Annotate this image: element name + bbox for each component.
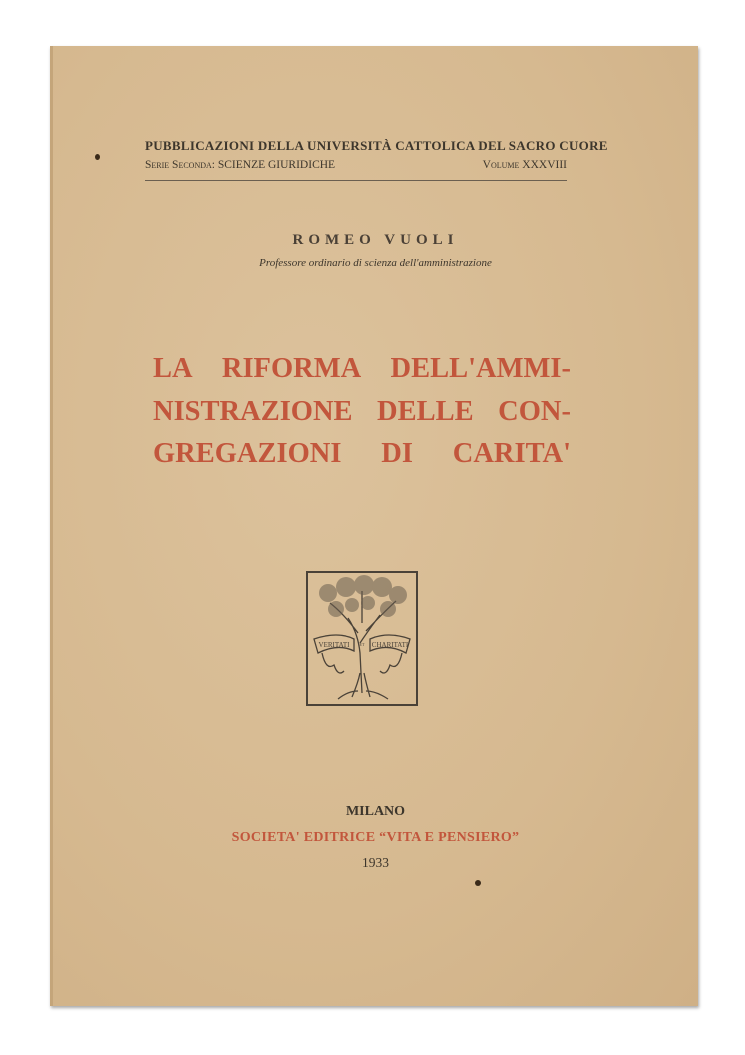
book-cover [50,46,698,1006]
svg-text:VERITATI: VERITATI [318,641,350,649]
series-header: PUBBLICAZIONI DELLA UNIVERSITÀ CATTOLICA DEL SACRO CUORE [145,138,608,153]
title-word: DELLE [377,395,474,427]
svg-text:CHARITATI: CHARITATI [371,641,409,649]
header-rule [145,180,567,181]
title-word: CARITA' [452,438,571,469]
title-word: GREGAZIONI [153,438,342,469]
title-word: LA [153,353,193,384]
publisher: SOCIETA' EDITRICE “VITA E PENSIERO” [231,830,520,845]
tree-emblem-icon [306,571,418,706]
title-word: DELL'AMMI- [390,353,571,384]
title-word: NISTRAZIONE [153,395,353,427]
series-info [145,159,567,171]
volume-label: Volume XXXVIII [482,159,567,171]
series-label: Serie Seconda: SCIENZE GIURIDICHE [145,159,336,171]
title-word: CON- [498,395,571,427]
publication-year: 1933 [362,855,389,870]
title-word: RIFORMA [221,353,362,384]
title-line [153,391,571,434]
author-title: Professore ordinario di scienza dell'amministrazione [259,257,492,269]
publication-city: MILANO [345,804,406,819]
title-line [153,433,571,476]
ink-spot [475,880,481,886]
title-word: DI [381,438,413,469]
ink-spot [95,154,100,160]
title-line [153,348,571,391]
svg-text:ET: ET [359,642,365,647]
book-title [153,348,571,476]
author-name: ROMEO VUOLI [292,232,459,248]
